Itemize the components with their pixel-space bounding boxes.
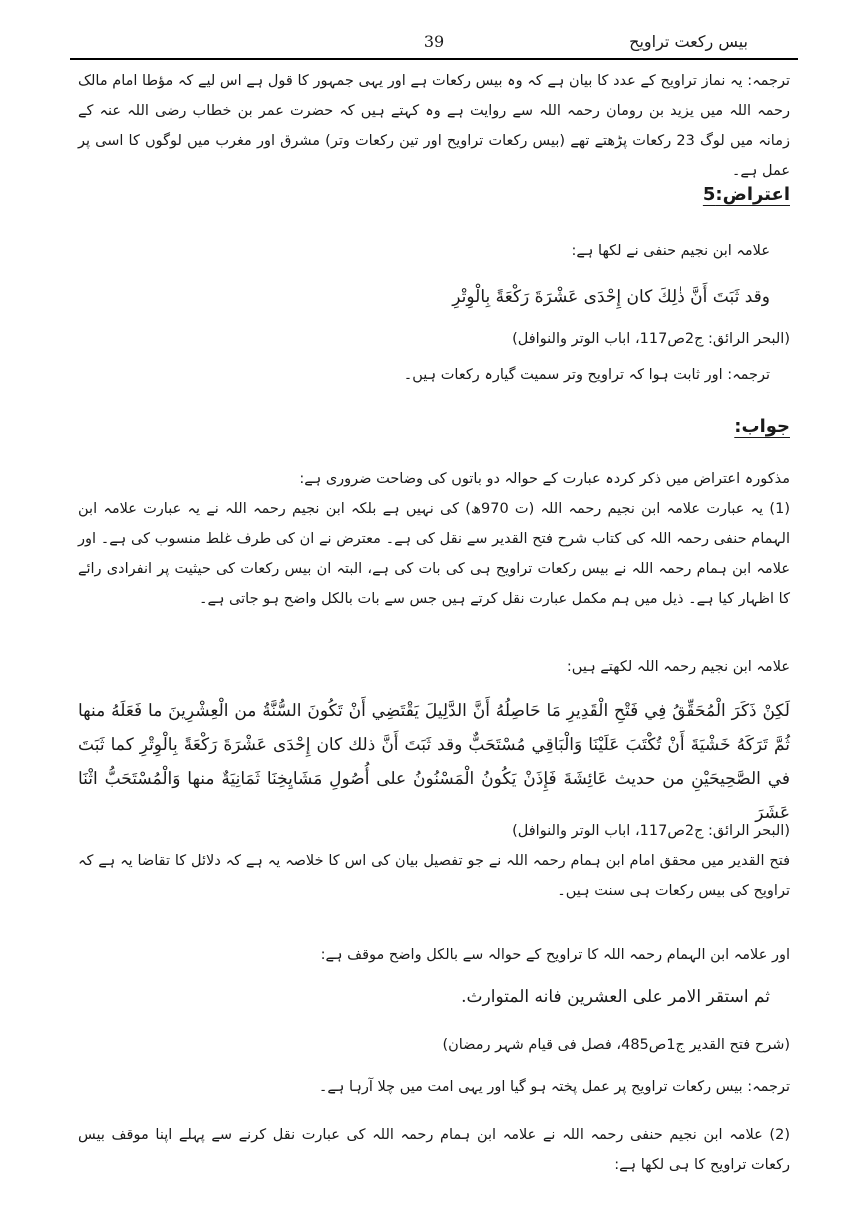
translation-paragraph-1: ترجمہ: یہ نماز تراویح کے عدد کا بیان ہے کہ وہ بیس رکعات ہے اور یہی جمہور کا قول ہے اس لیے کہ مؤطا امام مالک رحمہ اللہ میں یزید بن رومان رحمہ اللہ سے روایت ہے وہ کہتے ہیں کہ حضرت عمر بن خطاب رضی اللہ عنہ کے زمانہ میں لوگ 23 رکعات پڑھتے تھے (بیس رکعات تراویح اور تین رکعات وتر) مشرق اور مغرب میں لوگوں کا اسی پر عمل ہے۔ (78, 73, 790, 179)
header-title: بیس رکعت تراویح (629, 32, 748, 51)
intro-ibn-nujaym-writes: علامہ ابن نجیم رحمہ اللہ لکھتے ہیں: (566, 659, 790, 675)
page-number: 39 (423, 32, 445, 51)
reference-bahr-2: (البحر الرائق: ج2ص117، اباب الوتر والنوافل) (512, 823, 790, 839)
translation-3: ترجمہ: بیس رکعات تراویح پر عمل پختہ ہو گیا اور یہی امت میں چلا آرہا ہے۔ (318, 1079, 790, 1095)
objection-heading: اعتراض:5 (702, 184, 790, 205)
point-1-paragraph: (1) یہ عبارت علامہ ابن نجیم رحمہ اللہ (ت 970ھ) کی نہیں ہے بلکہ ابن نجیم رحمہ اللہ نے یہ عبارت علامہ ابن الہمام حنفی رحمہ اللہ کی کتاب شرح فتح القدیر سے نقل کی ہے۔ معترض نے ان کی طرف غلط منسوب کی ہے۔ اور علامہ ابن ہمام رحمہ اللہ نے بیس رکعات تراویح ہی کی بات کی ہے، البتہ ان بیس رکعات کی حیثیت پر انفرادی رائے کا اظہار کیا ہے۔ ذیل میں ہم مکمل عبارت نقل کرتے ہیں جس سے بات بالکل واضح ہو جاتی ہے۔ (78, 501, 790, 607)
translation-1: ترجمہ: اور ثابت ہوا کہ تراویح وتر سمیت گیارہ رکعات ہیں۔ (403, 367, 770, 383)
reference-bahr-1: (البحر الرائق: ج2ص117، اباب الوتر والنوافل) (512, 331, 790, 347)
intro-ibn-humam: اور علامہ ابن الہمام رحمہ اللہ کا تراویح کے حوالہ سے بالکل واضح موقف ہے: (320, 947, 790, 963)
answer-heading: جواب: (734, 416, 790, 437)
arabic-quote-1: وقد ثَبَتَ أَنَّ ذٰلِكَ كان إِحْدَى عَشْرَةَ رَكْعَةً بِالْوِتْرِ (452, 287, 770, 307)
answer-intro: مذکورہ اعتراض میں ذکر کردہ عبارت کے حوالہ دو باتوں کی وضاحت ضروری ہے: (299, 471, 790, 487)
arabic-quote-2: لَكِنْ ذَكَرَ الْمُحَقِّقُ فِي فَتْحِ الْقَدِيرِ مَا حَاصِلُهُ أَنَّ الدَّلِيلَ يَقْتَضِي أَنْ تَكُونَ السُّنَّةُ من الْعِشْرِينَ ما فَعَلَهُ منها ثُمَّ تَرَكَهُ خَشْيَةَ أَنْ تُكْتَبَ عَلَيْنَا وَالْبَاقِي مُسْتَحَبٌّ وقد ثَبَتَ أَنَّ ذلك كان إِحْدَى عَشْرَةَ رَكْعَةً بِالْوِتْرِ كما ثَبَتَ في الصَّحِيحَيْنِ من حديث عَائِشَةَ فَإِذَنْ يَكُونُ الْمَسْنُونُ على أُصُولِ مَشَايِخِنَا ثَمَانِيَةٌ منها وَالْمُسْتَحَبُّ اثْنَا عَشَرَ (78, 701, 790, 823)
reference-fath-qadeer: (شرح فتح القدیر ج1ص485، فصل فی قیام شہر رمضان) (442, 1037, 790, 1053)
point-2-paragraph: (2) علامہ ابن نجیم حنفی رحمہ اللہ نے علامہ ابن ہمام رحمہ اللہ کی عبارت نقل کرنے سے پہلے اپنا موقف بیس رکعات تراویح کا ہی لکھا ہے: (78, 1127, 790, 1173)
intro-ibn-nujaym: علامہ ابن نجیم حنفی نے لکھا ہے: (571, 243, 770, 259)
header-rule (70, 58, 798, 60)
arabic-quote-3: ثم استقر الامر على العشرين فانه المتوارث. (461, 987, 770, 1007)
fath-qadeer-summary: فتح القدیر میں محقق امام ابن ہمام رحمہ اللہ نے جو تفصیل بیان کی اس کا خلاصہ یہ ہے کہ دلائل کا تقاضا یہ ہے کہ تراویح کی بیس رکعات ہی سنت ہیں۔ (78, 853, 790, 899)
